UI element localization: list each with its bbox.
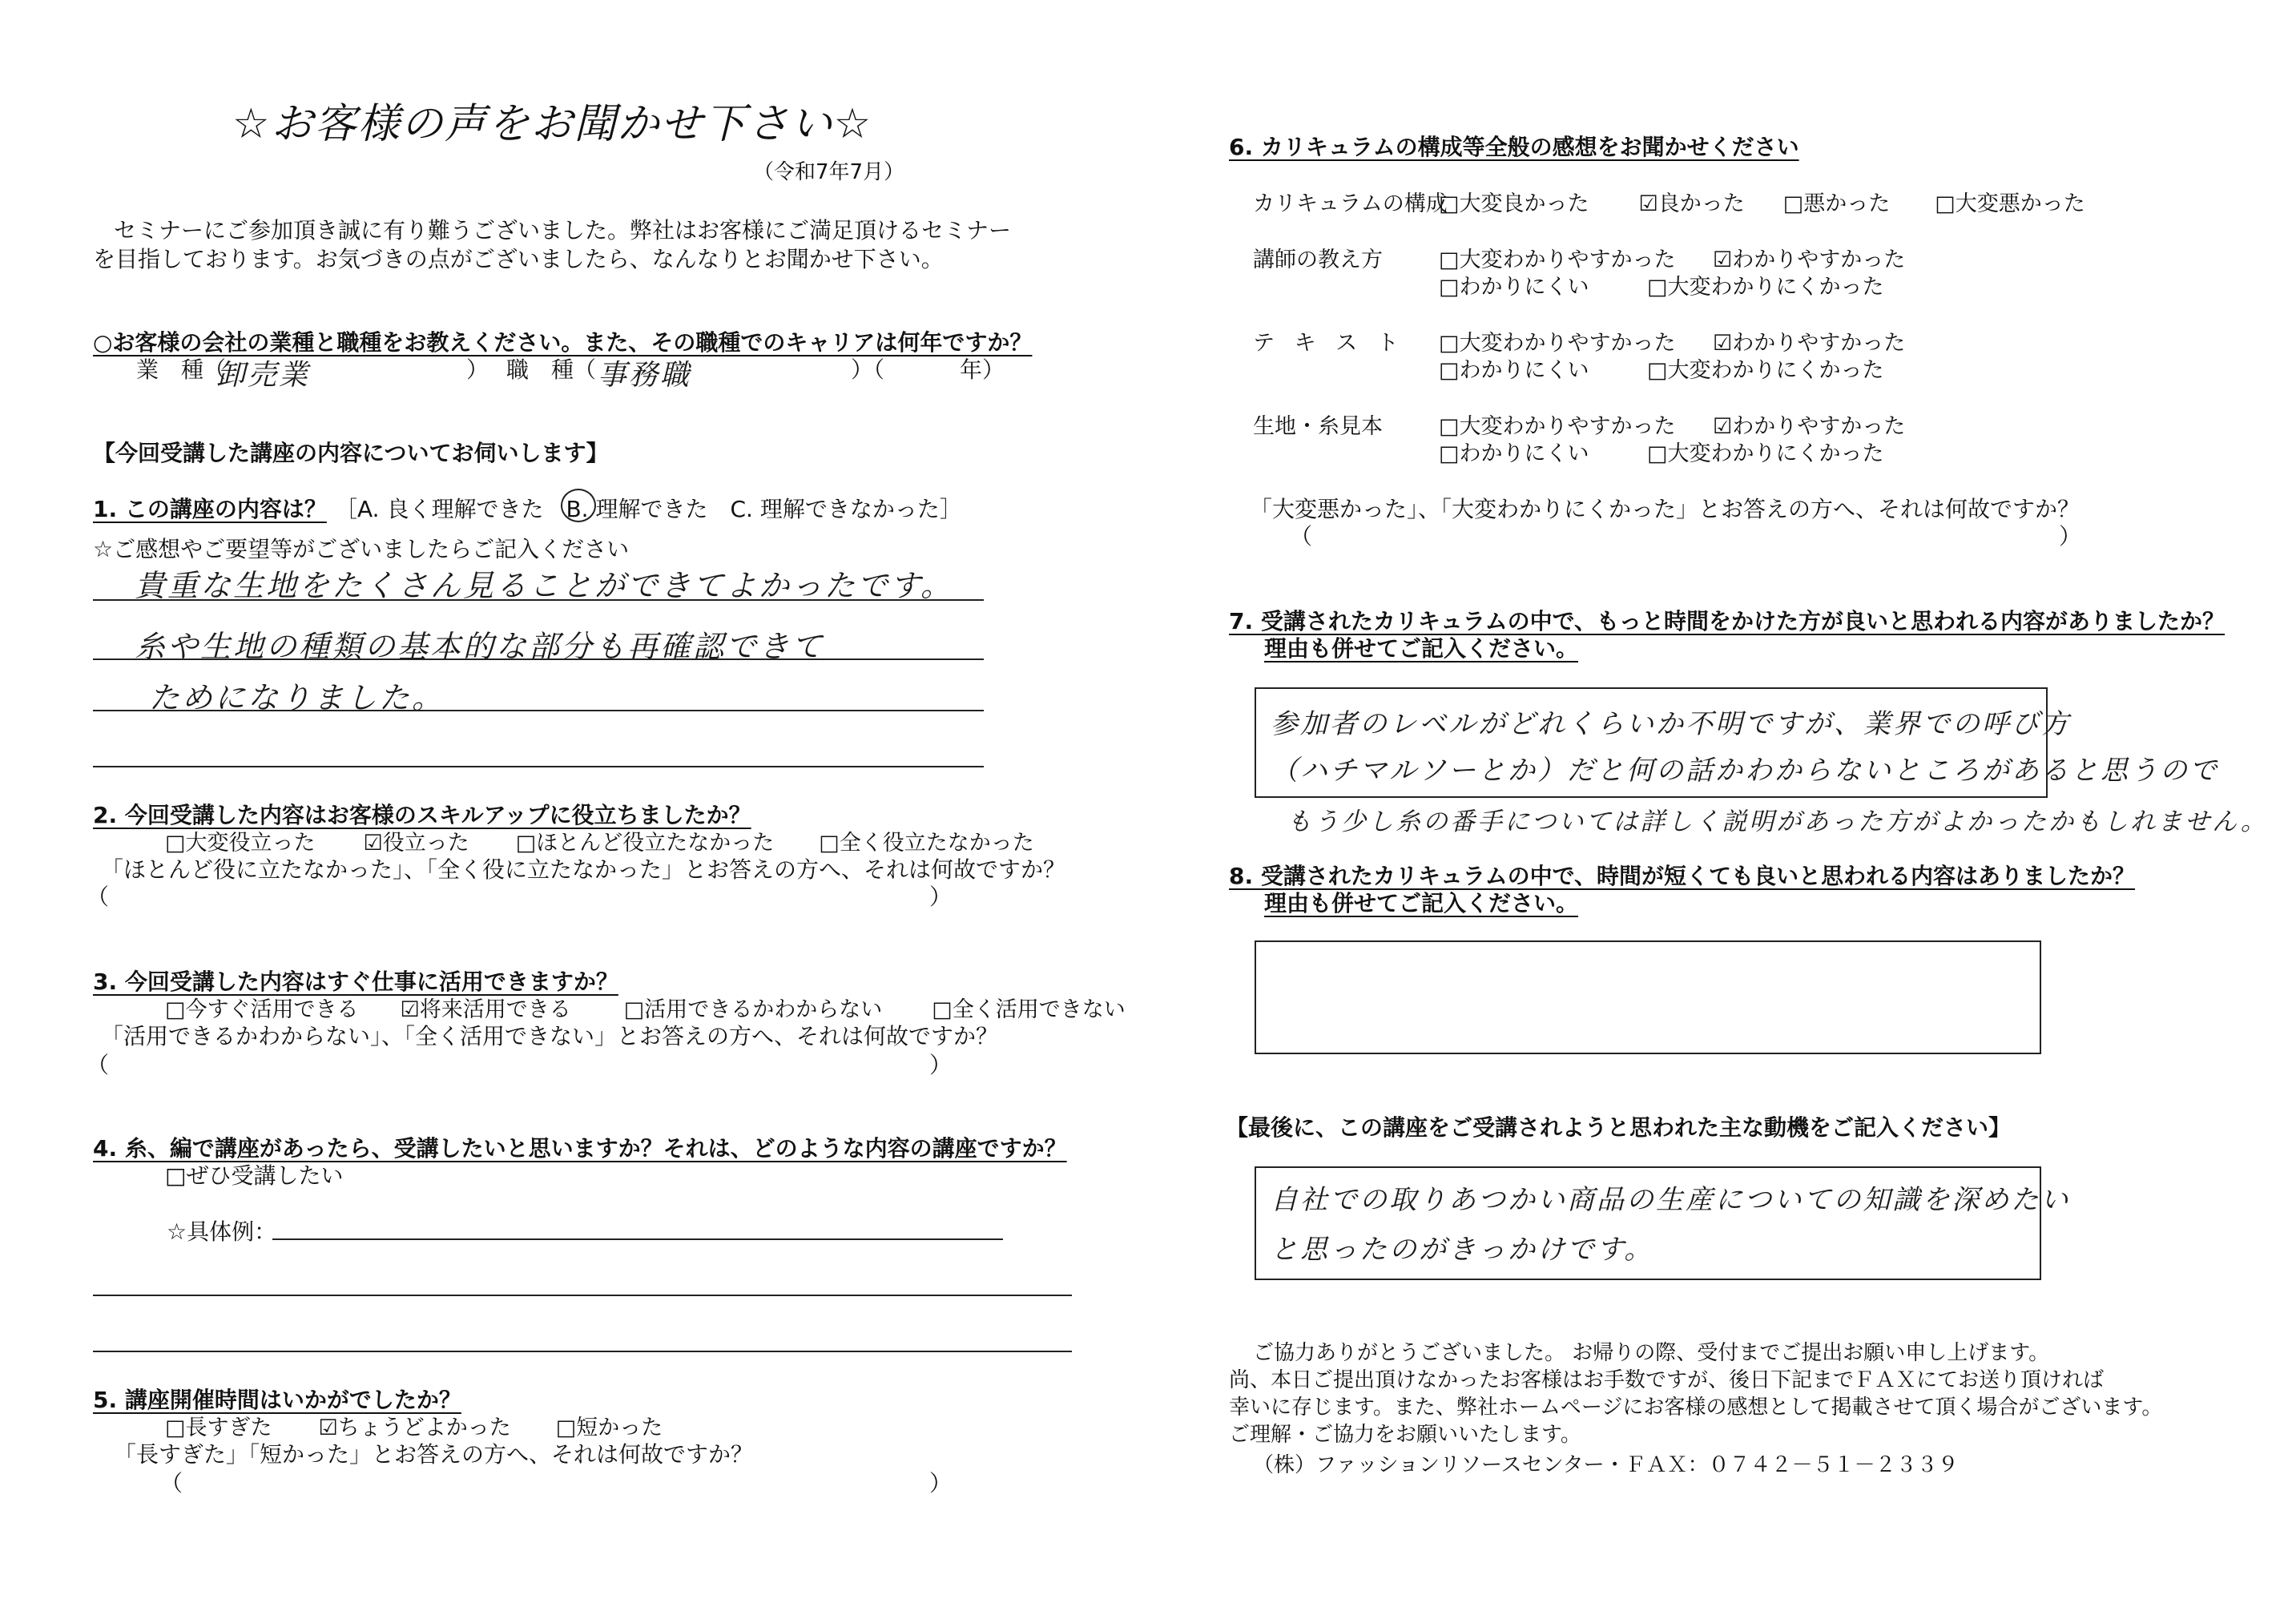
q3-option-3[interactable]: □活用できるかわからない bbox=[623, 997, 883, 1022]
q7-answer-line-1[interactable]: 参加者のレベルがどれくらいか不明ですが、業界での呼び方 bbox=[1271, 708, 2071, 740]
q1-question: 1. この講座の内容は？ bbox=[93, 496, 327, 522]
q6-row-2-label: 講師の教え方 bbox=[1253, 248, 1383, 272]
industry-close: ） bbox=[466, 356, 489, 383]
q6-row-2-line-2 bbox=[1439, 269, 1884, 300]
q5-paren-open: （ bbox=[160, 1470, 183, 1496]
q6-row-1-label: カリキュラムの構成 bbox=[1253, 191, 1448, 216]
q6-row-4-opt-2[interactable]: ☑わかりやすかった bbox=[1713, 414, 1906, 439]
q1-rule-3 bbox=[93, 710, 984, 711]
closing-fax-line: （株）ファッションリソースセンター・ＦＡＸ：０７４２－５１－２３３９ bbox=[1253, 1453, 1959, 1477]
intro-line-1: セミナーにご参加頂き誠に有り難うございました。弊社はお客様にご満足頂けるセミナー bbox=[114, 217, 1012, 244]
q1-prompt: ☆ご感想やご要望等がございましたらご記入ください bbox=[93, 536, 630, 562]
q5-option-3[interactable]: □短かった bbox=[555, 1416, 663, 1440]
q6-row-1-opt-3[interactable]: □悪かった bbox=[1782, 191, 1891, 216]
q2-option-4[interactable]: □全く役立たなかった bbox=[819, 831, 1034, 856]
q6-row-4-opt-4[interactable]: □大変わかりにくかった bbox=[1647, 441, 1884, 466]
q7-sub: 理由も併せてご記入ください。 bbox=[1264, 635, 1579, 662]
q6-followup: 「大変悪かった」、「大変わかりにくかった」とお答えの方へ、それは何故ですか？ bbox=[1250, 496, 2080, 522]
q6-paren-close: ） bbox=[2059, 523, 2082, 550]
q5-paren-close: ） bbox=[929, 1470, 953, 1496]
q4-example-label: ☆具体例： bbox=[167, 1218, 277, 1245]
q1-selected-circle bbox=[561, 489, 596, 522]
q3-option-1[interactable]: □今すぐ活用できる bbox=[165, 997, 359, 1022]
q3-paren-close: ） bbox=[929, 1052, 953, 1078]
years-close: 年） bbox=[960, 356, 1005, 383]
q6-row-1-opt-1[interactable]: □大変良かった bbox=[1439, 191, 1589, 216]
q7-answer-line-2[interactable]: （ハチマルソーとか）だと何の話かわからないところがあると思うので bbox=[1271, 755, 2219, 787]
q6-row-1-options bbox=[1439, 186, 2085, 217]
q1-rule-1 bbox=[93, 599, 984, 601]
q2-option-3[interactable]: □ほとんど役立たなかった bbox=[515, 831, 775, 856]
q2-option-2[interactable]: ☑役立った bbox=[363, 831, 469, 856]
q3-followup: 「活用できるかわからない」、「全く活用できない」とお答えの方へ、それは何故ですか？ bbox=[101, 1023, 999, 1049]
job-label: 職 種（ bbox=[506, 356, 597, 383]
q3-option-2[interactable]: ☑将来活用できる bbox=[400, 997, 571, 1022]
q6-row-3-opt-4[interactable]: □大変わかりにくかった bbox=[1647, 358, 1884, 383]
q1-answer-line-2[interactable]: 糸や生地の種類の基本的な部分も再確認できて bbox=[135, 629, 825, 664]
q5-question: 5. 講座開催時間はいかがでしたか？ bbox=[93, 1387, 461, 1413]
final-answer-line-2[interactable]: と思ったのがきっかけです。 bbox=[1271, 1234, 1654, 1266]
q1-options: ［A. 良く理解できた B. 理解できた C. 理解できなかった］ bbox=[335, 496, 962, 522]
q3-option-4[interactable]: □全く活用できない bbox=[932, 997, 1126, 1022]
q6-row-1-opt-4[interactable]: □大変悪かった bbox=[1935, 191, 2085, 216]
q4-example-rule bbox=[272, 1238, 1003, 1240]
industry-value[interactable]: 卸売業 bbox=[216, 359, 311, 392]
q1-rule-2 bbox=[93, 658, 984, 660]
q5-option-2[interactable]: ☑ちょうどよかった bbox=[318, 1416, 511, 1440]
section-heading: 【今回受講した講座の内容についてお伺いします】 bbox=[93, 440, 609, 466]
q2-paren-close: ） bbox=[929, 884, 953, 910]
q6-row-4-opt-3[interactable]: □わかりにくい bbox=[1439, 441, 1589, 466]
q6-row-3-opt-2[interactable]: ☑わかりやすかった bbox=[1713, 331, 1906, 356]
intro-line-2: を目指しております。お気づきの点がございましたら、なんなりとお聞かせ下さい。 bbox=[93, 246, 944, 272]
q6-row-2-opt-4[interactable]: □大変わかりにくかった bbox=[1647, 275, 1884, 300]
q6-row-3-line-2 bbox=[1439, 352, 1884, 384]
closing-line-2: 尚、本日ご提出頂けなかったお客様はお手数ですが、後日下記までＦＡＸにてお送り頂ければ bbox=[1229, 1368, 2105, 1392]
q6-row-1-opt-2[interactable]: ☑良かった bbox=[1638, 191, 1745, 216]
q6-row-2-opt-2[interactable]: ☑わかりやすかった bbox=[1713, 248, 1906, 272]
q8-sub: 理由も併せてご記入ください。 bbox=[1264, 890, 1579, 916]
q6-row-4-label: 生地・糸見本 bbox=[1253, 414, 1383, 439]
job-value[interactable]: 事務職 bbox=[598, 359, 692, 392]
final-answer-line-1[interactable]: 自社での取りあつかい商品の生産についての知識を深めたい bbox=[1271, 1184, 2071, 1216]
q2-paren-open: （ bbox=[87, 884, 110, 910]
q6-row-2-opt-1[interactable]: □大変わかりやすかった bbox=[1439, 248, 1676, 272]
q2-question: 2. 今回受講した内容はお客様のスキルアップに役立ちましたか？ bbox=[93, 802, 751, 828]
page-title: ☆お客様の声をお聞かせ下さい☆ bbox=[232, 100, 873, 148]
q6-row-3-opt-1[interactable]: □大変わかりやすかった bbox=[1439, 331, 1676, 356]
q4-question: 4. 糸、編で講座があったら、受講したいと思いますか？それは、どのような内容の講座ですか？ bbox=[93, 1135, 1067, 1162]
industry-label: 業 種（ bbox=[136, 356, 227, 383]
q6-row-3-opt-3[interactable]: □わかりにくい bbox=[1439, 358, 1589, 383]
company-answers bbox=[136, 352, 226, 385]
q7-question: 7. 受講されたカリキュラムの中で、もっと時間をかけた方が良いと思われる内容がありましたか？ bbox=[1229, 608, 2226, 634]
q1-rule-4 bbox=[93, 766, 984, 767]
q6-row-1 bbox=[1253, 186, 1448, 217]
q2-option-1[interactable]: □大変役立った bbox=[165, 831, 316, 856]
q3-question: 3. 今回受講した内容はすぐ仕事に活用できますか？ bbox=[93, 969, 618, 995]
closing-line-1: ご協力ありがとうございました。 お帰りの際、受付までご提出お願い申し上げます。 bbox=[1253, 1341, 2050, 1365]
q5-followup: 「長すぎた」「短かった」とお答えの方へ、それは何故ですか？ bbox=[114, 1441, 754, 1468]
q4-rule-1 bbox=[93, 1295, 1072, 1296]
closing-line-4: ご理解・ご協力をお願いいたします。 bbox=[1229, 1423, 1581, 1447]
company-question: ○お客様の会社の業種と職種をお教えください。また、その職種でのキャリアは何年ですか？ bbox=[93, 329, 1033, 356]
survey-date: （令和7年7月） bbox=[753, 160, 905, 184]
q6-row-3-label: テ キ ス ト bbox=[1253, 331, 1405, 356]
q8-answer-box[interactable] bbox=[1255, 940, 2041, 1054]
q5-option-1[interactable]: □長すぎた bbox=[165, 1416, 272, 1440]
q6-row-4-line-2 bbox=[1439, 436, 1884, 467]
q3-paren-open: （ bbox=[87, 1052, 110, 1078]
q4-rule-2 bbox=[93, 1351, 1072, 1352]
q1-answer-line-1[interactable]: 貴重な生地をたくさん見ることができてよかったです。 bbox=[135, 568, 953, 603]
q6-question: 6. カリキュラムの構成等全般の感想をお聞かせください bbox=[1229, 134, 1799, 160]
closing-line-3: 幸いに存じます。また、弊社ホームページにお客様の感想として掲載させて頂く場合がございます。 bbox=[1229, 1395, 2163, 1420]
q7-answer-line-3[interactable]: もう少し糸の番手については詳しく説明があった方がよかったかもしれません。 bbox=[1287, 807, 2268, 836]
q8-question: 8. 受講されたカリキュラムの中で、時間が短くても良いと思われる内容はありましたか？ bbox=[1229, 863, 2136, 889]
q6-paren-open: （ bbox=[1290, 523, 1313, 550]
q2-followup: 「ほとんど役に立たなかった」、「全く役に立たなかった」とお答えの方へ、それは何故ですか？ bbox=[101, 856, 1066, 883]
job-close: ）（ bbox=[851, 356, 885, 383]
q6-row-4-opt-1[interactable]: □大変わかりやすかった bbox=[1439, 414, 1676, 439]
final-question: 【最後に、この講座をご受講されようと思われた主な動機をご記入ください】 bbox=[1226, 1114, 2012, 1141]
q1-answer-line-3[interactable]: ためになりました。 bbox=[149, 680, 445, 715]
q4-option[interactable]: □ぜひ受講したい bbox=[165, 1162, 344, 1189]
q6-row-2-opt-3[interactable]: □わかりにくい bbox=[1439, 275, 1589, 300]
